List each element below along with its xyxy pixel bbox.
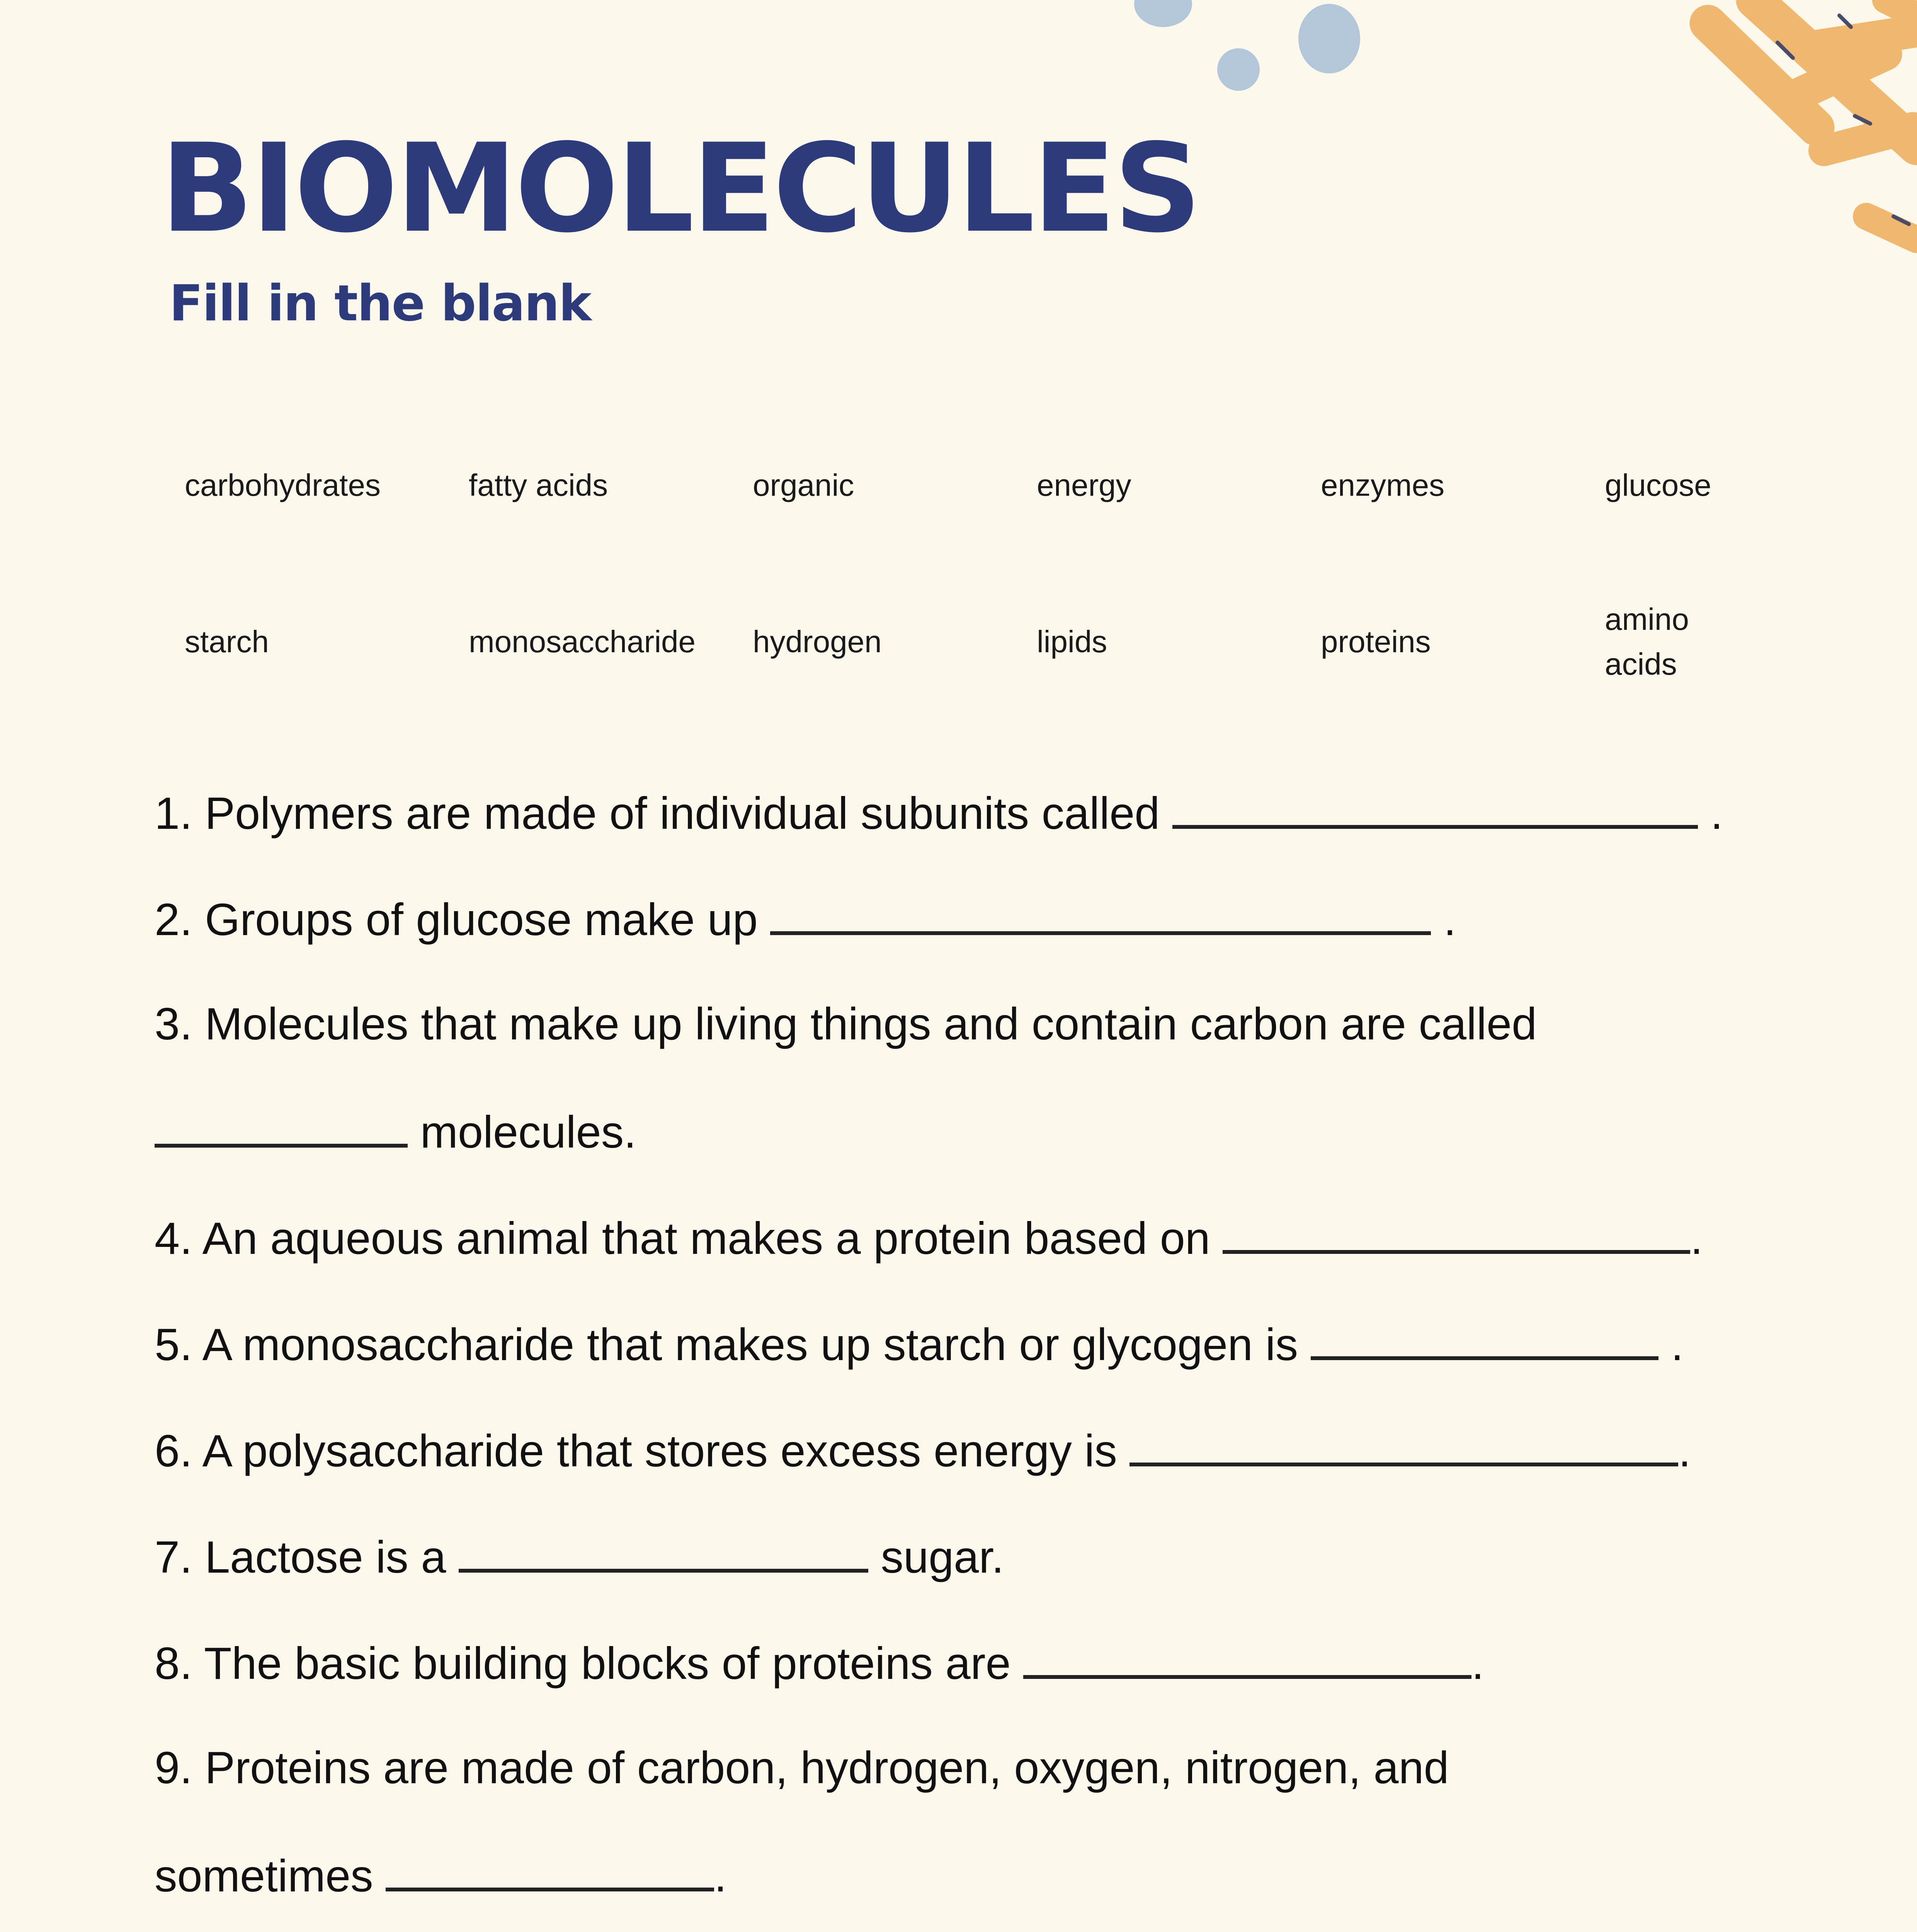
word-bank — [0, 0, 1917, 734]
answer-blank[interactable] — [386, 1849, 714, 1891]
question-text: Lactose is a — [205, 1532, 446, 1582]
question-list — [155, 786, 1863, 1932]
answer-blank[interactable] — [1129, 1424, 1678, 1466]
question-3 — [155, 999, 1863, 1105]
word-bank-item: starch — [185, 624, 269, 659]
word-bank-item: lipids — [1037, 624, 1107, 659]
question-text-end: sugar. — [881, 1532, 1004, 1582]
question-text: Molecules that make up living things and contain carbon are called — [205, 998, 1537, 1049]
question-8 — [155, 1636, 1863, 1743]
answer-blank[interactable] — [155, 1105, 408, 1148]
answer-blank[interactable] — [1311, 1318, 1658, 1360]
question-text: Polymers are made of individual subunits called — [205, 788, 1160, 838]
question-text-end: . — [1690, 1213, 1703, 1264]
question-3-continuation — [155, 1105, 1863, 1211]
question-text: An aqueous animal that makes a protein based on — [202, 1213, 1210, 1264]
word-bank-item: carbohydrates — [185, 468, 381, 502]
word-bank-item: hydrogen — [753, 624, 882, 659]
answer-blank[interactable] — [459, 1530, 868, 1573]
answer-blank[interactable] — [1023, 1636, 1471, 1679]
word-bank-item: energy — [1037, 468, 1131, 502]
page-title: BIOMOLECULES — [160, 117, 1199, 260]
word-bank-item: organic — [753, 468, 854, 502]
answer-blank[interactable] — [770, 893, 1431, 935]
question-text-end: molecules. — [420, 1107, 636, 1157]
question-text: sometimes — [155, 1850, 373, 1901]
word-bank-item: glucose — [1605, 468, 1711, 502]
question-number: 5. — [155, 1319, 192, 1370]
question-text-end: . — [714, 1850, 727, 1901]
question-2 — [155, 893, 1863, 999]
answer-blank[interactable] — [1172, 786, 1698, 829]
question-text-end: . — [1671, 1319, 1684, 1370]
word-bank-item: monosaccharide — [469, 624, 696, 659]
question-number: 9. — [155, 1742, 192, 1793]
question-number: 1. — [155, 788, 192, 838]
question-9 — [155, 1743, 1863, 1849]
answer-blank[interactable] — [1223, 1211, 1690, 1254]
question-text-end: . — [1471, 1638, 1484, 1689]
question-6 — [155, 1424, 1863, 1530]
question-number: 7. — [155, 1532, 192, 1582]
word-bank-item: enzymes — [1321, 468, 1445, 502]
word-bank-item: acids — [1605, 647, 1677, 681]
question-number: 8. — [155, 1638, 192, 1689]
question-text: A polysaccharide that stores excess energy is — [202, 1425, 1117, 1476]
question-text: The basic building blocks of proteins are — [204, 1638, 1011, 1689]
word-bank-item: fatty acids — [469, 468, 608, 502]
question-number: 4. — [155, 1213, 192, 1264]
page-subtitle: Fill in the blank — [169, 275, 591, 332]
question-number: 3. — [155, 998, 192, 1049]
question-text: A monosaccharide that makes up starch or glycogen is — [202, 1319, 1298, 1370]
question-number: 2. — [155, 894, 192, 945]
question-4 — [155, 1211, 1863, 1318]
question-text-end: . — [1710, 788, 1723, 838]
question-5 — [155, 1318, 1863, 1424]
word-bank-item: amino — [1605, 602, 1689, 636]
question-number: 6. — [155, 1425, 192, 1476]
question-9-continuation — [155, 1849, 1863, 1932]
word-bank-item: proteins — [1321, 624, 1431, 659]
question-text: Groups of glucose make up — [205, 894, 758, 945]
question-text-end: . — [1443, 894, 1456, 945]
question-text-end: . — [1678, 1425, 1691, 1476]
question-text: Proteins are made of carbon, hydrogen, oxygen, nitrogen, and — [205, 1742, 1449, 1793]
question-1 — [155, 786, 1863, 893]
question-7 — [155, 1530, 1863, 1636]
